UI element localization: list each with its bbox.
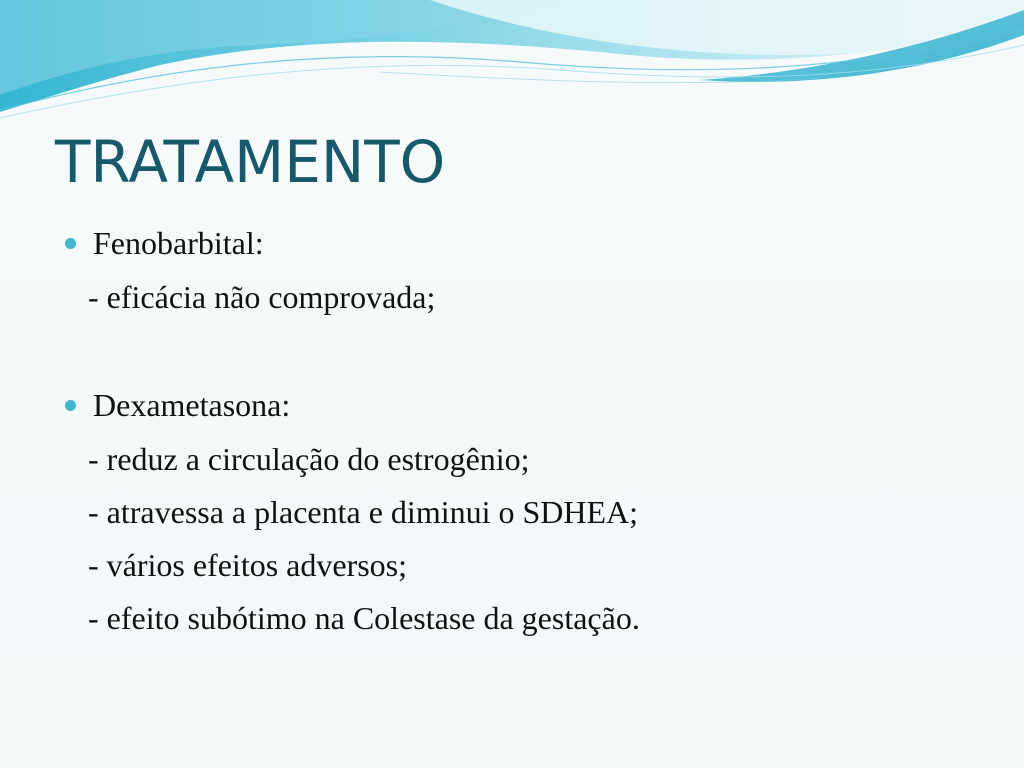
list-item: - reduz a circulação do estrogênio; bbox=[88, 441, 530, 477]
section-heading-fenobarbital: Fenobarbital: bbox=[93, 225, 264, 261]
slide-title: TRATAMENTO bbox=[55, 128, 446, 196]
list-item: - atravessa a placenta e diminui o SDHEA; bbox=[88, 494, 639, 530]
bullet-icon bbox=[65, 400, 76, 411]
list-item: - vários efeitos adversos; bbox=[88, 547, 408, 583]
section-heading-dexametasona: Dexametasona: bbox=[93, 387, 291, 423]
list-item: - eficácia não comprovada; bbox=[88, 279, 436, 315]
bullet-icon bbox=[65, 238, 76, 249]
list-item: - efeito subótimo na Colestase da gestação. bbox=[88, 600, 640, 636]
